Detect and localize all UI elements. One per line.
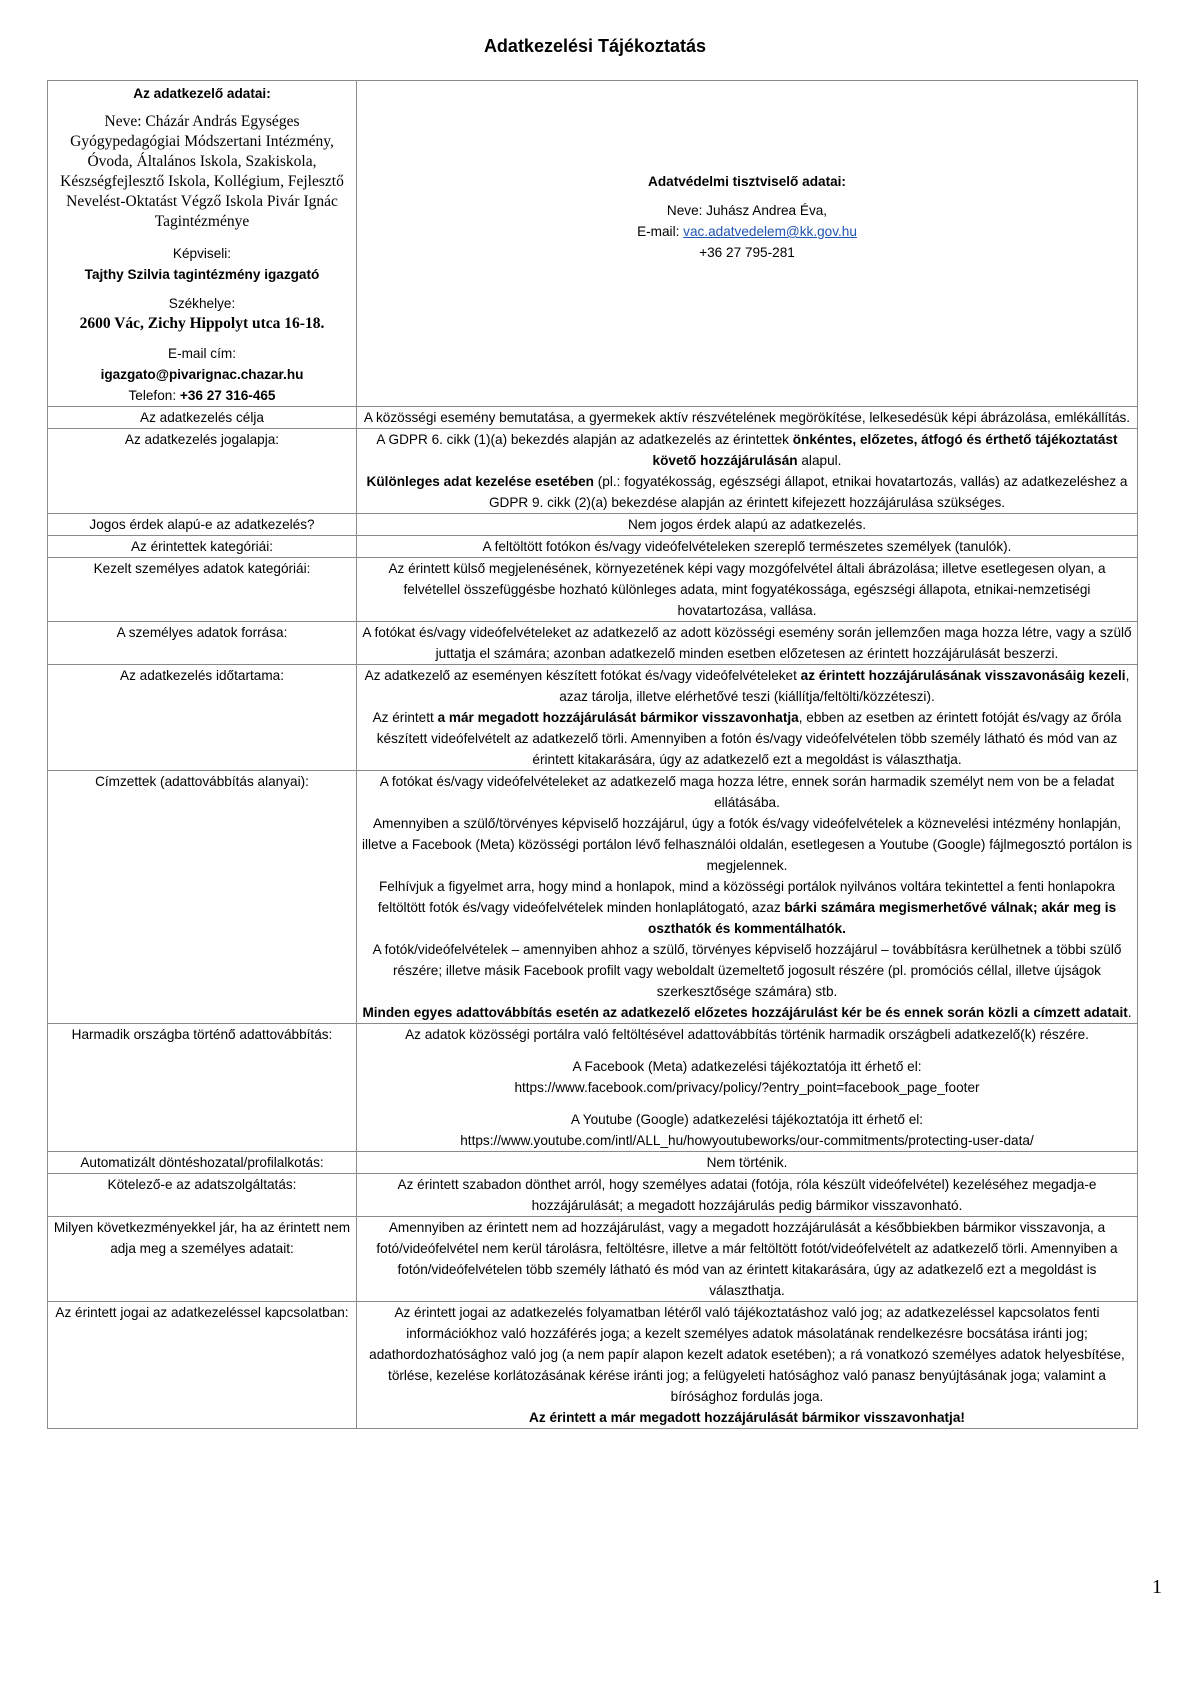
- controller-phone: [52, 385, 352, 406]
- row-label: Harmadik országba történő adattovábbítás:: [48, 1024, 357, 1152]
- text-run-bold: Különleges adat kezelése esetében: [366, 474, 594, 489]
- row-value: Nem történik.: [357, 1152, 1138, 1174]
- controller-name: Neve: Cházár András Egységes Gyógypedagógiai Módszertani Intézmény, Óvoda, Általános Iskola, Szakiskola, Készségfejlesztő Iskola, Kollégium, Fejlesztő Nevelést-Oktatást Végző Iskola Pivár Ignác Tagintézménye: [60, 113, 344, 230]
- text-run: alapul.: [797, 453, 842, 468]
- row-value: [357, 429, 1138, 514]
- facebook-policy-label: A Facebook (Meta) adatkezelési tájékoztatója itt érhető el:: [572, 1059, 922, 1074]
- text-run: .: [1127, 1005, 1132, 1020]
- row-value: [357, 665, 1138, 771]
- rights-text: Az érintett jogai az adatkezelés folyamatban létéről való tájékoztatáshoz való jog; az adatkezeléssel kapcsolatos fenti információkhoz való hozzáférés joga; a kezelt személyes adatok másolatának rendelkezésre bocsátása iránti jog; adathordozhatósághoz való jog (a nem papír alapon kezelt adatok esetében); a rá vonatkozó személyes adatok helyesbítése, törlése, kezelése korlátozásának kérése iránti jog; a felügyeleti hatósághoz való panasz benyújtásának joga; valamint a bírósághoz fordulás joga.: [369, 1305, 1125, 1404]
- text-run: , ebben az esetben az érintett fotóját és/vagy az őróla készített videófelvételt az adatkezelő törli. Amennyiben a fotón és/vagy videófelvételen több személy látható és mód van az érintett kitakarására, úgy az adatkezelő ezt a megoldást is választhatja.: [376, 710, 1122, 767]
- controller-cell: [48, 81, 357, 407]
- table-row-consequences: [48, 1217, 1138, 1302]
- dpo-heading: Adatvédelmi tisztviselő adatai:: [648, 174, 846, 189]
- row-value: [357, 1302, 1138, 1429]
- row-value: Az érintett szabadon dönthet arról, hogy személyes adatai (fotója, róla készült videófelvétel) kezeléséhez megadja-e hozzájárulását; a megadott hozzájárulás pedig bármikor visszavonható.: [357, 1174, 1138, 1217]
- row-value: Nem jogos érdek alapú az adatkezelés.: [357, 514, 1138, 536]
- table-row-duration: [48, 665, 1138, 771]
- table-row-controller: [48, 81, 1138, 407]
- table-row-rights: [48, 1302, 1138, 1429]
- text-run: (pl.: fogyatékosság, egészségi állapot, etnikai hovatartozás, vallás) az adatkezeléshez a GDPR 9. cikk (2)(a) bekezdése alapján az érintett kifejezett hozzájárulása szükséges.: [488, 474, 1128, 510]
- controller-phone-value: +36 27 316-465: [179, 388, 276, 403]
- dpo-phone: +36 27 795-281: [699, 245, 795, 260]
- dpo-name: Neve: Juhász Andrea Éva,: [666, 203, 828, 218]
- table-row-mandatory: [48, 1174, 1138, 1217]
- table-row-third-country: [48, 1024, 1138, 1152]
- dpo-email-label: E-mail:: [637, 224, 684, 239]
- dpo-cell: [357, 81, 1138, 407]
- row-label: Címzettek (adattovábbítás alanyai):: [48, 771, 357, 1024]
- row-value: A feltöltött fotókon és/vagy videófelvételeken szereplő természetes személyek (tanulók).: [357, 536, 1138, 558]
- controller-rep-label: Képviseli:: [172, 246, 232, 261]
- table-row-data-categories: [48, 558, 1138, 622]
- controller-phone-label: Telefon:: [128, 388, 180, 403]
- row-label: Az érintettek kategóriái:: [48, 536, 357, 558]
- row-label: Kezelt személyes adatok kategóriái:: [48, 558, 357, 622]
- row-value: A fotókat és/vagy videófelvételeket az adatkezelő az adott közösségi esemény során jellemzően maga hozza létre, vagy a szülő juttatja el számára; azonban adatkezelő minden esetben előzetesen az érintett hozzájárulását beszerzi.: [357, 622, 1138, 665]
- facebook-policy-url[interactable]: https://www.facebook.com/privacy/policy/?entry_point=facebook_page_footer: [514, 1080, 980, 1095]
- controller-heading: Az adatkezelő adatai:: [133, 86, 271, 101]
- legal-basis-para-1: [361, 429, 1133, 471]
- duration-para-2: [361, 707, 1133, 770]
- row-label: Az adatkezelés célja: [48, 407, 357, 429]
- controller-email-label: E-mail cím:: [168, 346, 236, 361]
- controller-seat-label: Székhelye:: [168, 296, 236, 311]
- recipients-para-2: Amennyiben a szülő/törvényes képviselő hozzájárul, úgy a fotók és/vagy videófelvételek a köznevelési intézmény honlapján, illetve a Facebook (Meta) közösségi portálon lévő felhasználói oldalán, esetlegesen a Youtube (Google) fájlmegosztó portálon is megjelennek.: [361, 816, 1133, 873]
- controller-email-value: igazgato@pivarignac.chazar.hu: [100, 367, 304, 382]
- third-country-para-1: Az adatok közösségi portálra való feltöltésével adattovábbítás történik harmadik országbeli adatkezelő(k) részére.: [405, 1027, 1089, 1042]
- page-title: Adatkezelési Tájékoztatás: [483, 36, 707, 56]
- row-label: Az érintett jogai az adatkezeléssel kapcsolatban:: [48, 1302, 357, 1429]
- text-run-bold: önkéntes, előzetes, átfogó és érthető tájékoztatást követő hozzájárulásán: [652, 432, 1118, 468]
- row-label: Jogos érdek alapú-e az adatkezelés?: [48, 514, 357, 536]
- recipients-para-4: A fotók/videófelvételek – amennyiben ahhoz a szülő, törvényes képviselő hozzájárul – továbbításra kerülhetnek a többi szülő részére; illetve másik Facebook profilt vagy weboldalt üzemeltető jogosult részére (pl. promóciós céllal, illetve újságok szerkesztősége számára) stb.: [372, 942, 1122, 999]
- youtube-policy-url[interactable]: https://www.youtube.com/intl/ALL_hu/howyoutubeworks/our-commitments/protecting-user-data/: [460, 1133, 1034, 1148]
- row-label: Automatizált döntéshozatal/profilalkotás:: [48, 1152, 357, 1174]
- table-row-legal-basis: [48, 429, 1138, 514]
- youtube-policy-label: A Youtube (Google) adatkezelési tájékoztatója itt érhető el:: [570, 1112, 924, 1127]
- text-run: Felhívjuk a figyelmet arra, hogy mind a honlapok, mind a közösségi portálok nyilvános voltára tekintettel a fenti honlapokra feltöltött fotók és/vagy videófelvételek minden honlaplátogató, azaz: [377, 879, 1115, 915]
- row-value: [357, 1024, 1138, 1152]
- table-row-purpose: [48, 407, 1138, 429]
- text-run: Az érintett: [372, 710, 438, 725]
- table-row-automated: [48, 1152, 1138, 1174]
- row-label: Kötelező-e az adatszolgáltatás:: [48, 1174, 357, 1217]
- text-run-bold: Minden egyes adattovábbítás esetén az adatkezelő előzetes hozzájárulást kér be és ennek során közli a címzett adatait: [362, 1005, 1128, 1020]
- row-value: Az érintett külső megjelenésének, környezetének képi vagy mozgófelvétel általi ábrázolása; illetve esetlegesen olyan, a felvétellel összefüggésbe hozható különleges adata, mint fogyatékossága, egészségi állapota, etnikai-nemzetiségi hovatartozása, vallása.: [357, 558, 1138, 622]
- controller-seat-value: 2600 Vác, Zichy Hippolyt utca 16-18.: [79, 315, 325, 332]
- text-run: , azaz tárolja, illetve elérhetővé teszi (kiállítja/feltölti/közzéteszi).: [559, 668, 1130, 704]
- legal-basis-para-2: [361, 471, 1133, 513]
- row-label: Milyen következményekkel jár, ha az érintett nem adja meg a személyes adatait:: [48, 1217, 357, 1302]
- row-value: [357, 771, 1138, 1024]
- page-number: 1: [1152, 1576, 1162, 1598]
- recipients-para-3: [361, 876, 1133, 939]
- privacy-notice-table: [47, 80, 1138, 1429]
- recipients-para-1: A fotókat és/vagy videófelvételeket az adatkezelő maga hozza létre, ennek során harmadik személyt nem von be a feladat ellátásába.: [379, 774, 1115, 810]
- text-run-bold: a már megadott hozzájárulását bármikor visszavonhatja: [437, 710, 799, 725]
- dpo-email: [361, 221, 1133, 242]
- table-row-legit-interest: [48, 514, 1138, 536]
- controller-rep-value: Tajthy Szilvia tagintézmény igazgató: [84, 267, 320, 282]
- rights-bold-note: Az érintett a már megadott hozzájárulását bármikor visszavonhatja!: [529, 1410, 965, 1425]
- duration-para-1: [361, 665, 1133, 707]
- recipients-para-5: [361, 1002, 1133, 1023]
- table-row-subjects: [48, 536, 1138, 558]
- table-row-recipients: [48, 771, 1138, 1024]
- text-run-bold: bárki számára megismerhetővé válnak; akár meg is oszthatók és kommentálhatók.: [648, 900, 1117, 936]
- text-run: A GDPR 6. cikk (1)(a) bekezdés alapján az adatkezelés az érintettek: [376, 432, 793, 447]
- row-value: Amennyiben az érintett nem ad hozzájárulást, vagy a megadott hozzájárulását a későbbiekben bármikor visszavonja, a fotó/videófelvétel nem kerül tárolásra, feltöltésre, illetve a már feltöltött fotót/videófelvételt az adatkezelő törli. Amennyiben a fotón/videófelvételen több személy látható és mód van az érintett kitakarására, úgy az adatkezelő ezt a megoldást is választhatja.: [357, 1217, 1138, 1302]
- text-run-bold: az érintett hozzájárulásának visszavonásáig kezeli: [800, 668, 1126, 683]
- row-label: A személyes adatok forrása:: [48, 622, 357, 665]
- row-value: A közösségi esemény bemutatása, a gyermekek aktív részvételének megörökítése, lelkesedésük képi ábrázolása, emlékállítás.: [357, 407, 1138, 429]
- text-run: Az adatkezelő az eseményen készített fotókat és/vagy videófelvételeket: [364, 668, 801, 683]
- dpo-email-link[interactable]: vac.adatvedelem@kk.gov.hu: [683, 224, 857, 239]
- row-label: Az adatkezelés jogalapja:: [48, 429, 357, 514]
- table-row-source: [48, 622, 1138, 665]
- row-label: Az adatkezelés időtartama:: [48, 665, 357, 771]
